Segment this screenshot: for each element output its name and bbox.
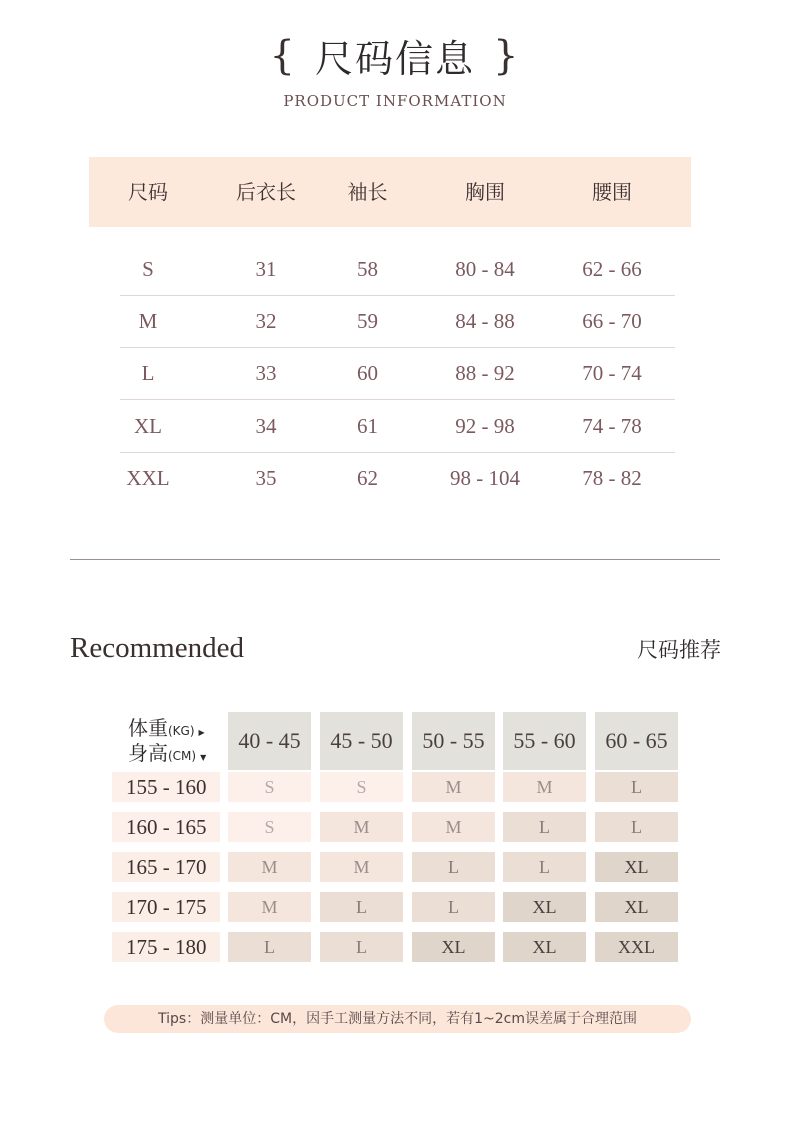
size-recommendation-cell: XL: [595, 892, 678, 922]
column-header: 尺码: [128, 180, 168, 204]
recommended-title: Recommended: [70, 632, 244, 664]
size-recommendation-cell: M: [320, 852, 403, 882]
table-row: [89, 452, 691, 504]
table-cell: 74 - 78: [582, 414, 642, 438]
height-label: 身高: [128, 741, 168, 765]
title-text: 尺码信息: [314, 37, 475, 81]
height-row-header: 175 - 180: [112, 932, 220, 962]
table-cell: 32: [255, 309, 277, 333]
table-row: [89, 400, 691, 452]
height-row-header: 170 - 175: [112, 892, 220, 922]
table-row: [89, 347, 691, 399]
size-recommendation-cell: M: [503, 772, 586, 802]
size-recommendation-cell: S: [320, 772, 403, 802]
size-recommendation-cell: L: [595, 812, 678, 842]
table-cell: 31: [255, 257, 277, 281]
triangle-down-icon: ▼: [200, 753, 207, 762]
size-recommendation-cell: L: [595, 772, 678, 802]
table-cell: 92 - 98: [455, 414, 515, 438]
table-cell: S: [142, 257, 154, 281]
table-cell: 66 - 70: [582, 309, 642, 333]
weight-column-header: 50 - 55: [412, 712, 495, 770]
column-header: 胸围: [465, 180, 505, 204]
size-recommendation-cell: XL: [412, 932, 495, 962]
size-recommendation-cell: L: [412, 852, 495, 882]
table-cell: 84 - 88: [455, 309, 515, 333]
size-recommendation-cell: M: [228, 892, 311, 922]
table-cell: 58: [357, 257, 378, 281]
size-table-header: [89, 157, 691, 227]
left-brace: {: [269, 32, 297, 79]
size-recommendation-cell: L: [412, 892, 495, 922]
height-row-header: 165 - 170: [112, 852, 220, 882]
table-row: [89, 243, 691, 295]
size-recommendation-cell: S: [228, 772, 311, 802]
axis-label: [128, 712, 207, 765]
tips-banner: Tips：测量单位：CM，因手工测量方法不同，若有1~2cm误差属于合理范围: [104, 1005, 691, 1033]
table-cell: 33: [255, 361, 277, 385]
column-header: 后衣长: [236, 180, 296, 204]
size-recommendation-cell: M: [320, 812, 403, 842]
size-recommendation-cell: XL: [503, 892, 586, 922]
table-cell: 35: [255, 466, 277, 490]
section-divider: [70, 559, 720, 560]
table-cell: M: [138, 309, 158, 333]
table-cell: 70 - 74: [582, 361, 642, 385]
height-unit: (CM): [168, 749, 197, 763]
right-brace: }: [493, 32, 521, 79]
weight-column-header: 60 - 65: [595, 712, 678, 770]
table-cell: XL: [134, 414, 162, 438]
size-recommendation-cell: S: [228, 812, 311, 842]
size-recommendation-cell: M: [412, 772, 495, 802]
weight-label-line: [128, 712, 206, 740]
table-cell: 62 - 66: [582, 257, 642, 281]
table-cell: 80 - 84: [455, 257, 515, 281]
table-cell: 59: [357, 309, 378, 333]
size-recommendation-cell: XXL: [595, 932, 678, 962]
size-recommendation-cell: L: [320, 932, 403, 962]
table-cell: 61: [357, 414, 378, 438]
weight-column-header: 45 - 50: [320, 712, 403, 770]
size-recommendation-cell: L: [320, 892, 403, 922]
triangle-right-icon: ▶: [198, 728, 205, 737]
size-recommendation-cell: M: [228, 852, 311, 882]
table-cell: 60: [357, 361, 378, 385]
size-recommendation-cell: L: [503, 852, 586, 882]
table-cell: 78 - 82: [582, 466, 642, 490]
table-cell: 62: [357, 466, 378, 490]
size-recommendation-cell: XL: [503, 932, 586, 962]
column-header: 腰围: [592, 180, 632, 204]
weight-label: 体重: [128, 716, 168, 740]
table-cell: 98 - 104: [450, 466, 520, 490]
table-cell: L: [141, 361, 155, 385]
size-recommendation-cell: M: [412, 812, 495, 842]
table-row: [89, 295, 691, 347]
size-recommendation-cell: XL: [595, 852, 678, 882]
column-header: 袖长: [347, 180, 388, 204]
page-subtitle: PRODUCT INFORMATION: [283, 92, 507, 110]
height-row-header: 160 - 165: [112, 812, 220, 842]
weight-column-header: 55 - 60: [503, 712, 586, 770]
table-cell: XXL: [126, 466, 170, 490]
height-label-line: [128, 737, 207, 765]
size-recommendation-cell: L: [503, 812, 586, 842]
title-block: [0, 28, 790, 83]
table-cell: 34: [255, 414, 277, 438]
recommended-title-cn: 尺码推荐: [637, 638, 721, 662]
weight-column-header: 40 - 45: [228, 712, 311, 770]
page-title: [252, 28, 539, 83]
height-row-header: 155 - 160: [112, 772, 220, 802]
weight-unit: (KG): [168, 724, 195, 738]
size-recommendation-cell: L: [228, 932, 311, 962]
table-cell: 88 - 92: [455, 361, 515, 385]
